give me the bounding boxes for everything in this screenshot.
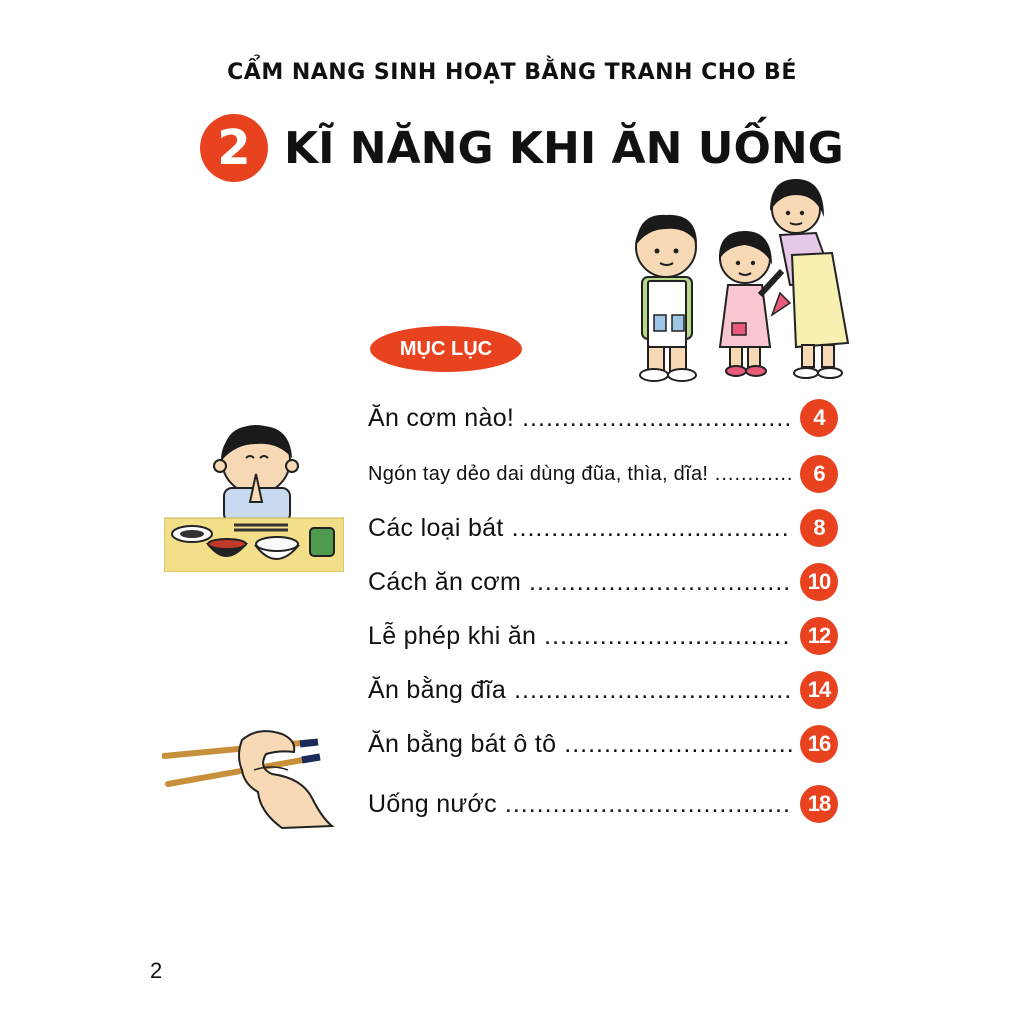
- toc-item-title: Ăn cơm nào! .....: [368, 404, 792, 433]
- toc-item-page-badge: 16: [800, 725, 838, 763]
- boy-at-table-illustration: [164, 422, 344, 572]
- toc-item[interactable]: [368, 614, 838, 658]
- book-title-row: [200, 112, 844, 184]
- toc-item-page-badge: 18: [800, 785, 838, 823]
- toc-item[interactable]: [368, 722, 838, 766]
- toc-item-title: Ngón tay dẻo dai dùng đũa, thìa, dĩa! .....: [368, 463, 792, 486]
- mother-figure: [760, 179, 848, 378]
- page-number: 2: [150, 958, 163, 983]
- toc-item-title: Ăn bằng bát ô tô .....: [368, 730, 792, 759]
- toc-item-title: Các loại bát .....: [368, 514, 792, 543]
- toc-item-title: Cách ăn cơm .....: [368, 568, 792, 597]
- toc-item[interactable]: [368, 396, 838, 440]
- toc-item[interactable]: [368, 452, 838, 496]
- boy-figure: [636, 215, 697, 381]
- toc-item[interactable]: [368, 782, 838, 826]
- toc-label: MỤC LỤC: [370, 326, 522, 372]
- toc-item[interactable]: [368, 560, 838, 604]
- hand-chopsticks-illustration: [162, 722, 342, 832]
- volume-number-badge: 2: [200, 114, 268, 182]
- toc-item[interactable]: [368, 668, 838, 712]
- toc-item-page-badge: 6: [800, 455, 838, 493]
- series-title: CẨM NANG SINH HOẠT BẰNG TRANH CHO BÉ: [227, 60, 797, 85]
- girl-figure: [719, 231, 772, 376]
- toc-item-page-badge: 12: [800, 617, 838, 655]
- toc-item-title: Lễ phép khi ăn .....: [368, 622, 792, 651]
- toc-item-page-badge: 8: [800, 509, 838, 547]
- toc-item-page-badge: 14: [800, 671, 838, 709]
- toc-item-title: Uống nước .....: [368, 790, 792, 819]
- toc-item[interactable]: [368, 506, 838, 550]
- toc-item-page-badge: 4: [800, 399, 838, 437]
- toc-item-page-badge: 10: [800, 563, 838, 601]
- book-title: KĨ NĂNG KHI ĂN UỐNG: [284, 122, 844, 174]
- family-illustration: [620, 175, 870, 385]
- toc-item-title: Ăn bằng đĩa .....: [368, 676, 792, 705]
